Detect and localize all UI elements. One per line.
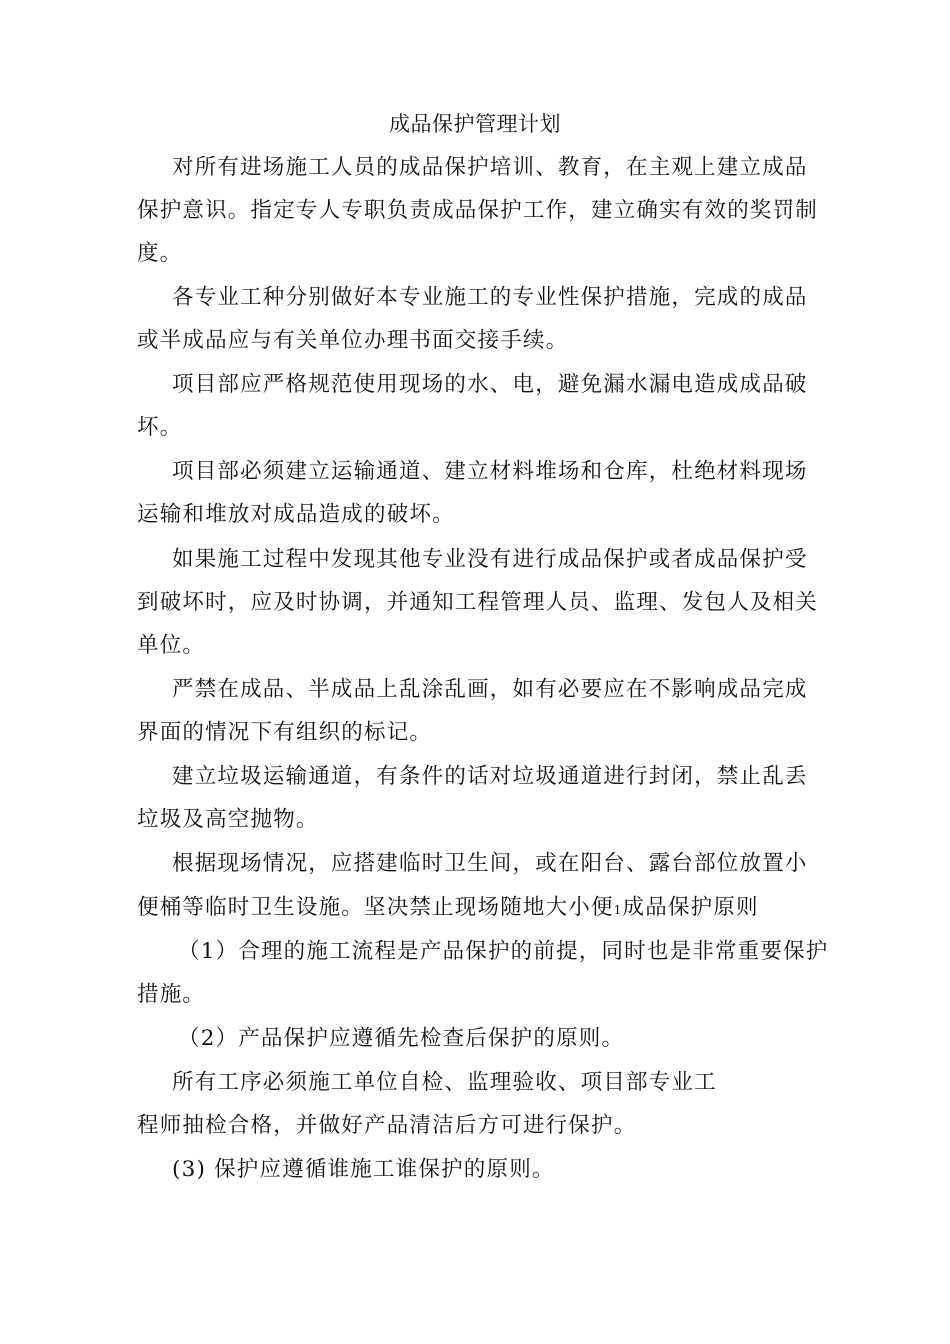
paragraph-line: 或半成品应与有关单位办理书面交接手续。: [137, 328, 569, 353]
paragraph-line: 保护意识。指定专人专职负责成品保护工作，建立确实有效的奖罚制: [137, 198, 819, 223]
paragraph-line: （2）产品保护应遵循先检查后保护的原则。: [178, 1026, 625, 1051]
paragraph-line: 运输和堆放对成品造成的破坏。: [137, 502, 455, 527]
section-heading: 成品保护原则: [622, 895, 759, 920]
paragraph-line: 措施。: [137, 982, 206, 1007]
paragraph-line: 界面的情况下有组织的标记。: [137, 720, 433, 745]
paragraph-line: 建立垃圾运输通道，有条件的话对垃圾通道进行封闭，禁止乱丢: [172, 764, 808, 789]
paragraph-line: 对所有进场施工人员的成品保护培训、教育，在主观上建立成品: [172, 155, 808, 180]
paragraph-line: 垃圾及高空抛物。: [137, 807, 319, 832]
paragraph-line: 各专业工种分别做好本专业施工的专业性保护措施，完成的成品: [172, 285, 808, 310]
paragraph-line: 到破坏时，应及时协调，并通知工程管理人员、监理、发包人及相关: [137, 590, 819, 615]
paragraph-line: 单位。: [137, 633, 206, 658]
paragraph-line: 度。: [137, 241, 183, 266]
paragraph-line: 项目部应严格规范使用现场的水、电，避免漏水漏电造成成品破: [172, 372, 808, 397]
paragraph-line: （1）合理的施工流程是产品保护的前提，同时也是非常重要保护: [178, 939, 829, 964]
paragraph-line-with-section: [137, 893, 759, 925]
section-number: 1: [613, 903, 623, 917]
paragraph-line: 根据现场情况，应搭建临时卫生间，或在阳台、露台部位放置小: [172, 851, 808, 876]
paragraph-line: 项目部必须建立运输通道、建立材料堆场和仓库，杜绝材料现场: [172, 459, 808, 484]
paragraph-line: (3) 保护应遵循谁施工谁保护的原则。: [172, 1157, 555, 1182]
paragraph-text: 便桶等临时卫生设施。坚决禁止现场随地大小便: [137, 895, 614, 920]
paragraph-line: 严禁在成品、半成品上乱涂乱画，如有必要应在不影响成品完成: [172, 677, 808, 702]
document-title: 成品保护管理计划: [389, 112, 561, 136]
paragraph-line: 如果施工过程中发现其他专业没有进行成品保护或者成品保护受: [172, 547, 808, 572]
paragraph-line: 程师抽检合格，并做好产品清洁后方可进行保护。: [137, 1113, 637, 1138]
paragraph-line: 坏。: [137, 415, 183, 440]
paragraph-line: 所有工序必须施工单位自检、监理验收、项目部专业工: [172, 1070, 717, 1095]
